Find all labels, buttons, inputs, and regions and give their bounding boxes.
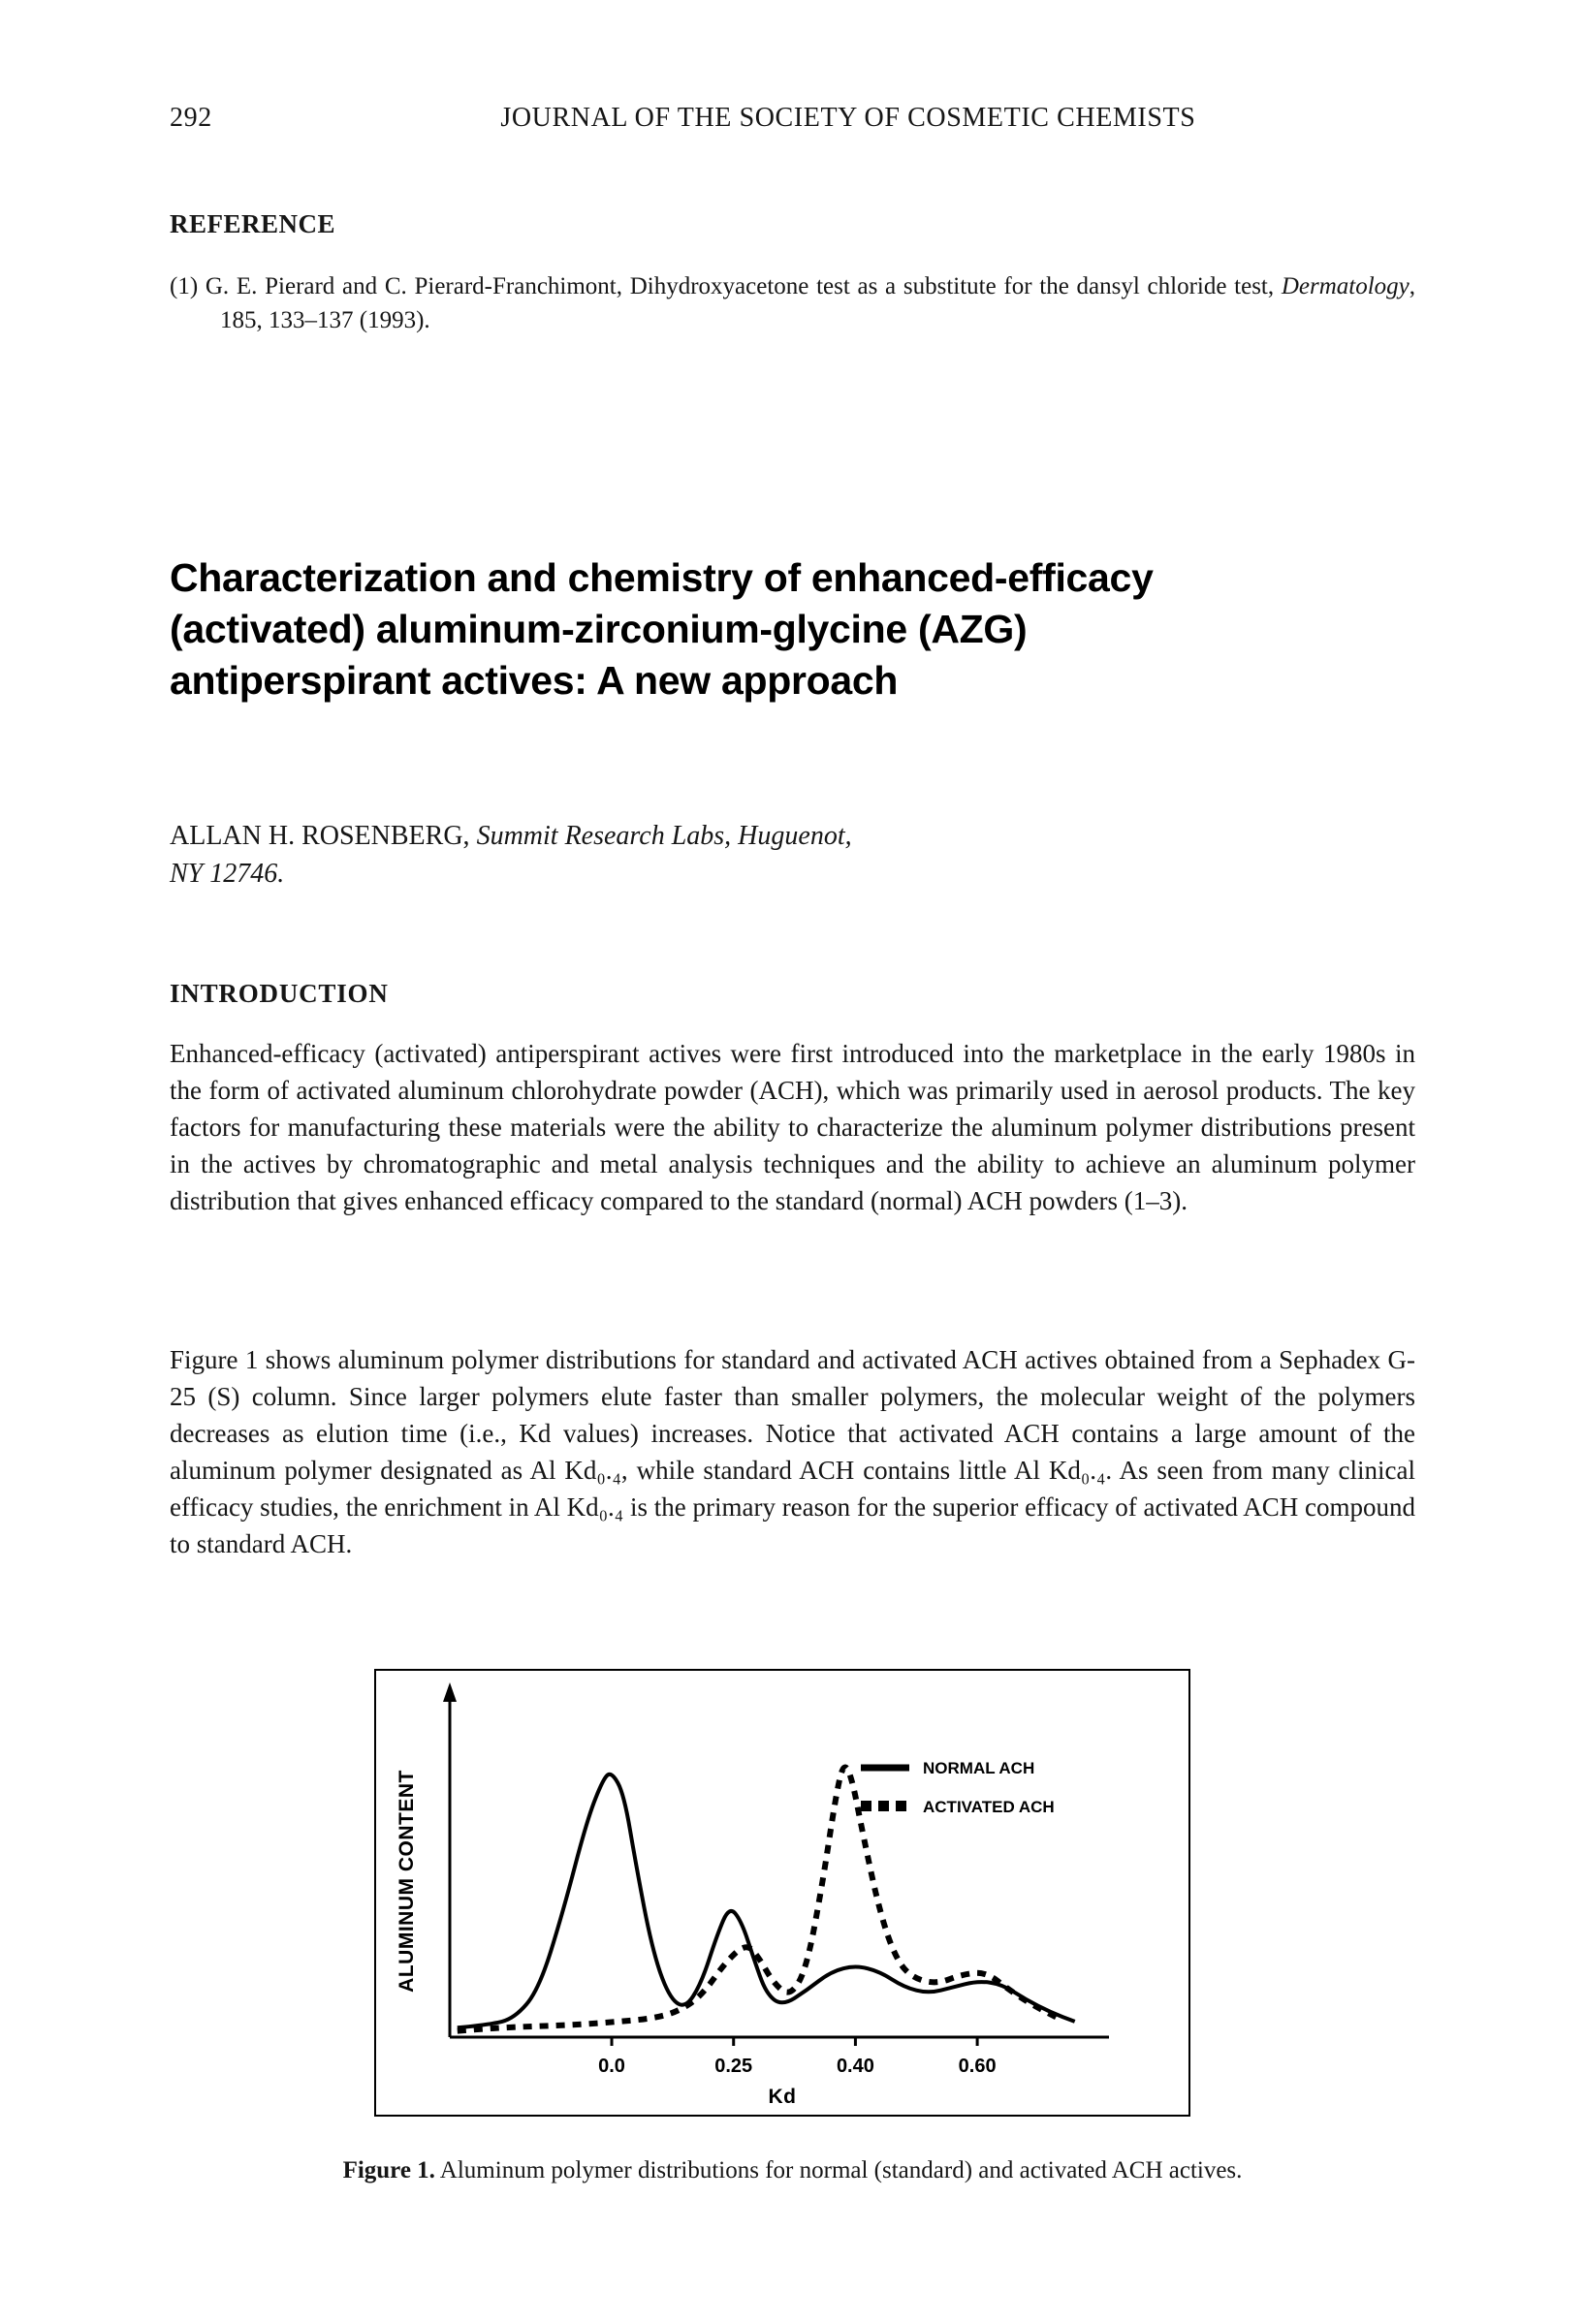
page-content — [170, 0, 1415, 2324]
journal-running-title: JOURNAL OF THE SOCIETY OF COSMETIC CHEMISTS — [500, 103, 1196, 133]
svg-text:0.25: 0.25 — [714, 2056, 753, 2077]
running-head — [170, 103, 1415, 141]
author-affiliation: Summit Research Labs, Huguenot, — [476, 821, 852, 851]
article-title — [170, 552, 1154, 707]
svg-text:Kd: Kd — [768, 2086, 797, 2108]
svg-text:NORMAL ACH: NORMAL ACH — [923, 1759, 1035, 1777]
figure-caption-label: Figure 1. — [342, 2157, 435, 2183]
introduction-heading: INTRODUCTION — [170, 979, 389, 1008]
svg-text:ALUMINUM CONTENT: ALUMINUM CONTENT — [396, 1770, 418, 1993]
body-paragraph-1: Enhanced-efficacy (activated) antiperspirant actives were first introduced into the marketplace in the early 1980s in the form of activated aluminum chlorohydrate powder (ACH), which was primarily used in aerosol products. The key factors for manufacturing these materials were the ability to characterize the aluminum polymer distributions present in the actives by chromatographic and metal analysis techniques and the ability to achieve an aluminum polymer distribution that gives enhanced efficacy compared to the standard (normal) ACH powders (1–3). — [170, 1039, 1415, 1215]
author-block — [170, 817, 852, 893]
article-title-line-1: Characterization and chemistry of enhanced-efficacy — [170, 555, 1154, 600]
svg-text:0.0: 0.0 — [598, 2056, 625, 2077]
figure-1-frame — [374, 1669, 1190, 2117]
figure-caption-text: Aluminum polymer distributions for normal (standard) and activated ACH actives. — [434, 2157, 1243, 2183]
figure-caption — [170, 2157, 1415, 2184]
citation-text: (1) G. E. Pierard and C. Pierard-Franchimont, Dihydroxyacetone test as a substitute for the dansyl chloride test, — [170, 273, 1282, 299]
article-title-line-2: (activated) aluminum-zirconium-glycine (AZG) — [170, 607, 1028, 651]
reference-citation — [170, 269, 1415, 337]
citation-journal-name: Dermatology — [1281, 273, 1410, 299]
svg-text:0.40: 0.40 — [836, 2056, 874, 2077]
article-title-line-3: antiperspirant actives: A new approach — [170, 658, 899, 703]
author-affiliation-line2: NY 12746. — [170, 859, 285, 889]
page-number: 292 — [170, 103, 212, 133]
svg-text:ACTIVATED ACH: ACTIVATED ACH — [923, 1798, 1055, 1816]
author-name: ALLAN H. ROSENBERG, — [170, 821, 477, 851]
svg-text:0.60: 0.60 — [958, 2056, 997, 2077]
figure-chart-svg — [376, 1671, 1188, 2115]
body-paragraph-2: Figure 1 shows aluminum polymer distributions for standard and activated ACH actives obtained from a Sephadex G-25 (S) column. Since larger polymers elute faster than smaller polymers, the molecular weight of the polymers decreases as elution time (i.e., Kd values) increases. Notice that activated ACH contains a large amount of the aluminum polymer designated as Al Kd₀.₄, while standard ACH contains little Al Kd₀.₄. As seen from many clinical efficacy studies, the enrichment in Al Kd₀.₄ is the primary reason for the superior efficacy of activated ACH compound to standard ACH. — [170, 1345, 1415, 1558]
reference-heading: REFERENCE — [170, 209, 336, 238]
citation-tail: , 185, 133–137 (1993). — [220, 273, 1415, 333]
